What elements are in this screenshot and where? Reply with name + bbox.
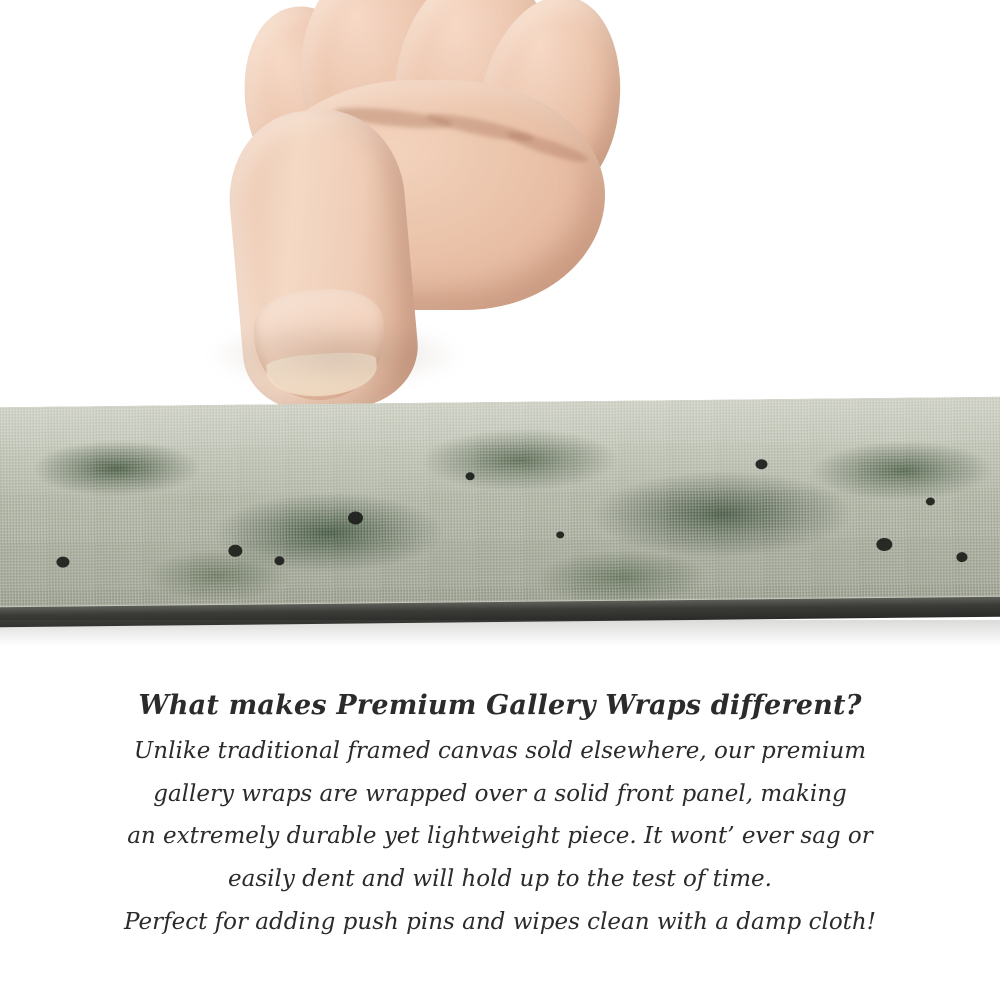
canvas-speck [956,552,967,562]
canvas-speck [466,472,475,480]
canvas-speck [56,557,69,568]
canvas-weave-texture [0,397,1000,616]
caption-line: easily dent and will hold up to the test of time. [228,865,772,892]
canvas-speck [348,511,363,524]
caption-line: an extremely durable yet lightweight piece. It wont’ ever sag or [127,823,873,850]
caption-closing-line: Perfect for adding push pins and wipes clean with a damp cloth! [124,908,876,935]
canvas-speck [228,545,242,557]
canvas-speck [274,556,284,565]
caption-line: Unlike traditional framed canvas sold elsewhere, our premium [133,738,867,764]
canvas-wrap-edge-icon [0,397,1000,636]
caption-line: gallery wraps are wrapped over a solid front panel, making [153,780,847,807]
canvas-speck [926,497,935,505]
canvas-speck [755,459,767,469]
hand-pressing-icon [95,0,615,430]
canvas-drop-shadow [0,620,1000,646]
canvas-speck [876,538,892,551]
canvas-speck [556,531,564,538]
canvas-printed-surface [0,397,1000,616]
hand-shadow [205,320,465,390]
caption-body [0,735,1000,938]
caption-block [0,690,1000,938]
caption-title: What makes Premium Gallery Wraps different? [138,690,862,721]
